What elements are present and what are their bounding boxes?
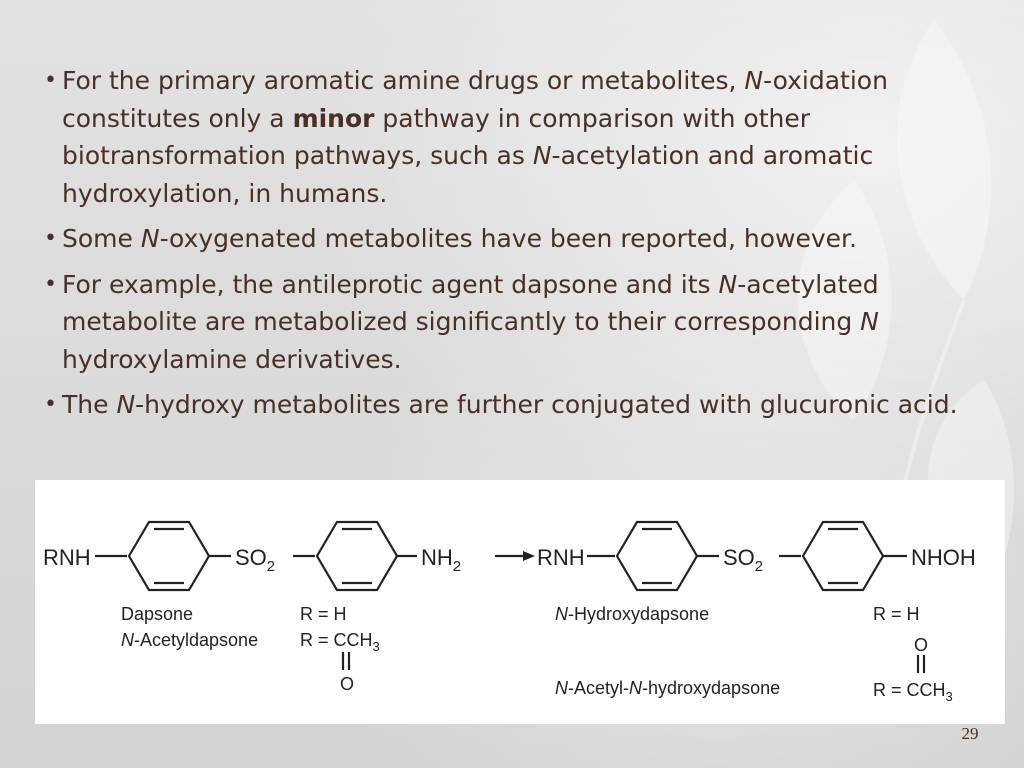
nh2-label: $NH_2$ xyxy=(421,545,462,575)
oxygen-left: O xyxy=(340,674,355,694)
rnh-label-left: RNH xyxy=(43,545,91,570)
text-run: hydroxylamine derivatives. xyxy=(62,344,402,374)
r-equals-h-right: R = H xyxy=(873,604,920,624)
bullet-item xyxy=(44,220,974,258)
oxygen-right: O xyxy=(914,635,929,655)
text-run: -hydroxy metabolites are further conjugated with glucuronic acid. xyxy=(135,390,958,419)
rnh-label-right: RNH xyxy=(537,545,585,570)
so2-label-left: $SO_2$ xyxy=(235,545,276,575)
dapsone-name: Dapsone xyxy=(121,604,194,624)
bullet-list xyxy=(44,62,974,432)
italic-run: N xyxy=(860,307,879,336)
text-run: Some xyxy=(62,224,141,253)
bold-run: minor xyxy=(292,103,375,133)
italic-run: N xyxy=(718,269,738,299)
nhoh-label: NHOH xyxy=(911,545,976,570)
reaction-arrow-icon xyxy=(523,551,535,561)
reaction-diagram xyxy=(35,480,1005,724)
text-run: For the primary aromatic amine drugs or metabolites, xyxy=(62,66,745,95)
r-equals-acetyl-right: $R = CCH_3$ xyxy=(873,680,953,704)
bullet-item xyxy=(44,266,974,379)
acetyldapsone-name: N-Acetyldapsone xyxy=(121,630,259,650)
italic-run: N xyxy=(744,66,764,95)
reaction-diagram-panel xyxy=(35,480,1005,724)
text-run: -oxygenated metabolites have been reported, however. xyxy=(159,224,857,253)
text-run: For example, the antileprotic agent dapsone and its xyxy=(62,269,719,299)
italic-run: N xyxy=(116,390,136,419)
r-equals-acetyl-left: $R = CCH_3$ xyxy=(300,630,380,654)
acetyl-hydroxydapsone-name: N-Acetyl-N-hydroxydapsone xyxy=(555,678,781,698)
italic-run: N xyxy=(140,224,160,253)
hydroxydapsone-name: N-Hydroxydapsone xyxy=(555,604,710,624)
text-run: pathway in comparison with other biotransformation pathways, such as xyxy=(62,103,811,170)
bullet-item xyxy=(44,386,974,424)
text-run: -oxidation constitutes only a xyxy=(62,66,888,133)
italic-run: N xyxy=(532,141,552,170)
bullet-item xyxy=(44,62,974,212)
page-number: 29 xyxy=(961,724,979,743)
r-equals-h-left: R = H xyxy=(300,604,347,624)
text-run: The xyxy=(62,390,117,419)
so2-label-right: $SO_2$ xyxy=(723,545,764,575)
text-run: -acetylated metabolite are metabolized significantly to their corresponding xyxy=(62,269,879,336)
text-run: -acetylation and aromatic hydroxylation, in humans. xyxy=(62,141,874,208)
